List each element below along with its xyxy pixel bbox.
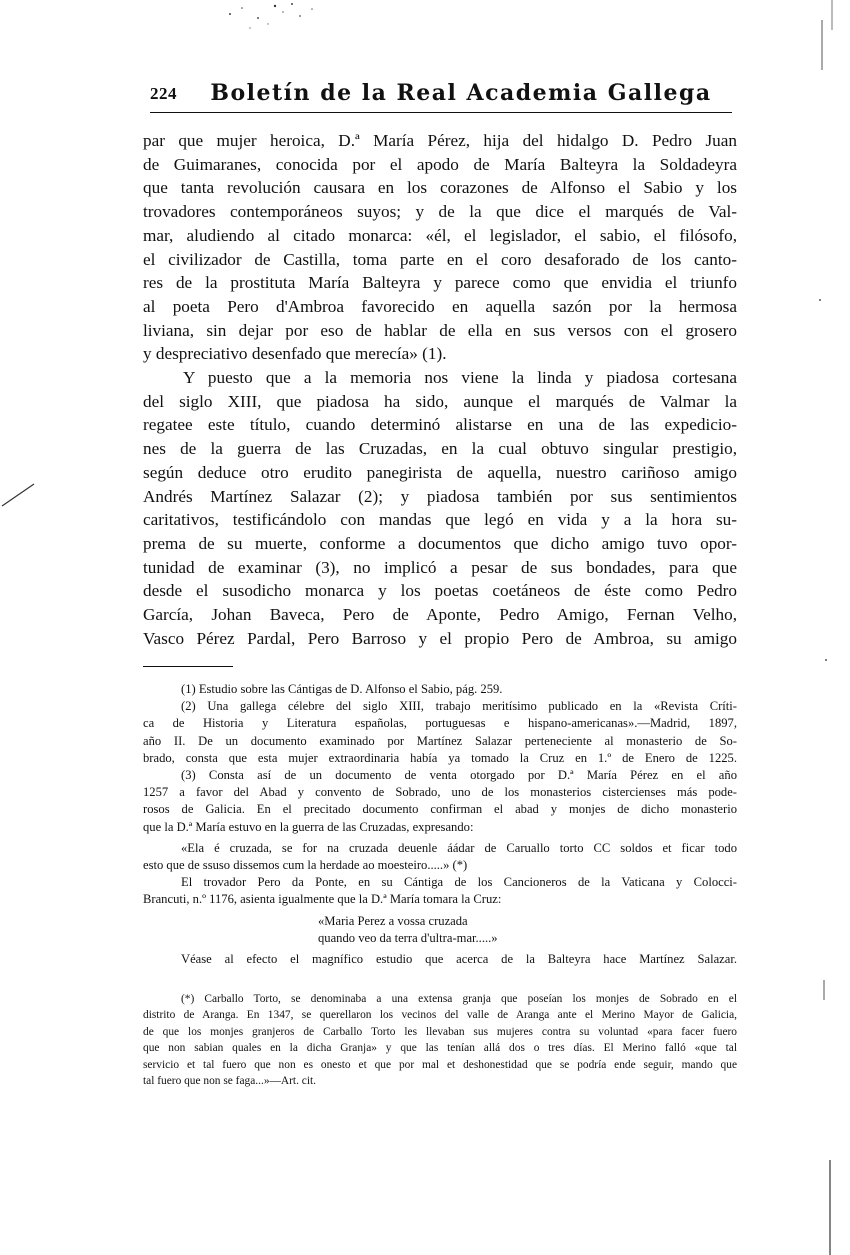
body-line: Andrés Martínez Salazar (2); y piadosa también por sus sentimientos xyxy=(143,486,737,506)
main-text xyxy=(143,129,737,650)
body-line: al poeta Pero d'Ambroa favorecido en aquella sazón por la hermosa xyxy=(143,296,737,316)
footnote-line: «Ela é cruzada, se for na cruzada deuenle áádar de Caruallo torto CC soldos et ficar todo xyxy=(181,840,737,855)
footnote-line: que la D.ª María estuvo en la guerra de las Cruzadas, expresando: xyxy=(143,819,474,834)
footnote-line: Véase al efecto el magnífico estudio que acerca de la Balteyra hace Martínez Salazar. xyxy=(181,952,737,967)
footnotes xyxy=(143,681,737,968)
binding-edge-marks xyxy=(812,0,842,1255)
body-line: res de la prostituta María Balteyra y parece como que envidia el triunfo xyxy=(143,273,737,293)
footnote-rule xyxy=(143,666,233,667)
body-line: de Guimaranes, conocida por el apodo de María Balteyra la Soldadeyra xyxy=(143,154,737,174)
body-line: prema de su muerte, conforme a documentos que dicho amigo tuvo opor- xyxy=(143,533,737,553)
footnote-line: Brancuti, n.º 1176, asienta igualmente que la D.ª María tomara la Cruz: xyxy=(143,892,502,907)
footnote-line: año II. De un documento examinado por Martínez Salazar perteneciente al monasterio de So- xyxy=(143,733,737,748)
body-line: según deduce otro erudito panegirista de aquella, nuestro cariñoso amigo xyxy=(143,462,737,482)
body-line: caritativos, testificándolo con mandas que legó en vida y a la hora su- xyxy=(143,510,737,530)
subnote-line: que non sabian quales en la dicha Granja» y que las tenían allá dos o tres días. El Merino falló «que tal xyxy=(143,1042,737,1055)
body-line: trovadores contemporáneos suyos; y de la que dice el marqués de Val- xyxy=(143,202,737,222)
body-line: regatee este título, cuando determinó alistarse en una de las expedicio- xyxy=(143,415,737,435)
body-line: liviana, sin dejar por eso de hablar de ella en sus versos con el grosero xyxy=(143,320,737,340)
subnote-line: (*) Carballo Torto, se denominaba a una extensa granja que poseían los monjes de Sobrado en el xyxy=(181,993,737,1005)
subnote-line: tal fuero que non se faga...»—Art. cit. xyxy=(143,1075,317,1088)
body-line: y despreciativo desenfado que merecía» (1). xyxy=(143,344,447,364)
body-line: que tanta revolución causara en los corazones de Alfonso el Sabio y los xyxy=(143,178,737,198)
footnote-line: (2) Una gallega célebre del siglo XIII, trabajo meritísimo publicado en la «Revista Críti- xyxy=(181,699,737,714)
subnote-line: servicio et tal fuero que non es onesto et que por mal et deshonestidad que se podría ende seguir, mando que xyxy=(143,1058,737,1071)
body-line: desde el susodicho monarca y los poetas coetáneos de éste como Pedro xyxy=(143,581,737,601)
body-line: el civilizador de Castilla, toma parte en el coro desaforado de los canto- xyxy=(143,249,737,269)
footnote-line: esto que de ssuso dissemos cum la herdade ao moesteiro.....» (*) xyxy=(143,858,468,873)
body-line: García, Johan Baveca, Pero de Aponte, Pedro Amigo, Fernan Velho, xyxy=(143,605,737,625)
footnote-line: 1257 a favor del Abad y convento de Sobrado, uno de los monasterios cistercienses más pode- xyxy=(143,785,737,800)
subnote-line: distrito de Aranga. En 1347, se querellaron los vecinos del valle de Aranga ante el Merino Mayor de Galicia, xyxy=(143,1009,737,1022)
scan-noise-top xyxy=(220,0,340,40)
verse-line: quando veo da terra d'ultra-mar.....» xyxy=(318,930,498,945)
footnote-line: ca de Historia y Literatura españolas, portuguesas e hispano-americanas».—Madrid, 1897, xyxy=(143,716,737,731)
pencil-mark xyxy=(0,480,40,510)
body-line: Y puesto que a la memoria nos viene la linda y piadosa cortesana xyxy=(183,368,737,388)
verse-line: «Maria Perez a vossa cruzada xyxy=(318,913,468,928)
running-title: Boletín de la Real Academia Gallega xyxy=(210,80,712,106)
body-line: mar, aludiendo al citado monarca: «él, el legislador, el sabio, el filósofo, xyxy=(143,225,737,245)
subnote xyxy=(143,991,737,1089)
footnote-line: (1) Estudio sobre las Cántigas de D. Alfonso el Sabio, pág. 259. xyxy=(181,682,503,696)
body-line: Vasco Pérez Pardal, Pero Barroso y el propio Pero de Ambroa, su amigo xyxy=(143,628,737,648)
subnote-line: de que los monjes granjeros de Carballo Torto les llevaban sus mujeres contra su voluntad «para facer fuero xyxy=(143,1025,737,1038)
body-line: par que mujer heroica, D.ª María Pérez, hija del hidalgo D. Pedro Juan xyxy=(143,131,737,150)
body-line: tunidad de examinar (3), no implicó a pesar de sus bondades, para que xyxy=(143,557,737,577)
footnote-line: (3) Consta así de un documento de venta otorgado por D.ª María Pérez en el año xyxy=(181,768,737,783)
footnote-line: El trovador Pero da Ponte, en su Cántiga de los Cancioneros de la Vaticana y Colocci- xyxy=(181,875,737,890)
running-header xyxy=(150,80,732,113)
page-number: 224 xyxy=(150,84,177,103)
body-line: nes de la guerra de las Cruzadas, en la cual obtuvo singular prestigio, xyxy=(143,439,737,459)
body-line: del siglo XIII, que piadosa ha sido, aunque el marqués de Valmar la xyxy=(143,391,737,411)
footnote-line: rosos de Galicia. En el precitado documento confirman el abad y monjes de dicho monasterio xyxy=(143,802,737,817)
footnote-line: brado, consta que esta mujer extraordinaria había ya tomado la Cruz en 1.º de Enero de 1225. xyxy=(143,750,737,765)
